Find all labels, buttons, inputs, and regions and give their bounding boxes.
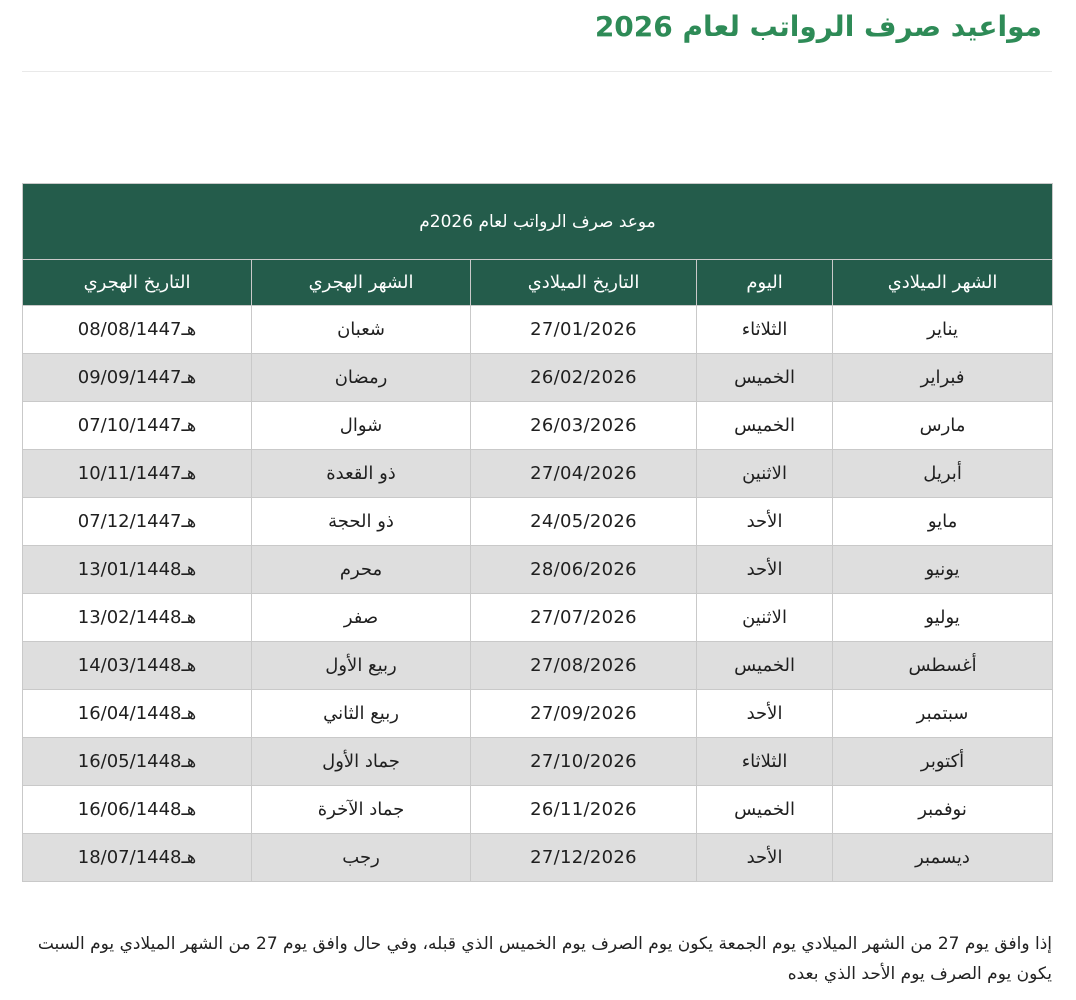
table-row — [23, 498, 1053, 546]
header-gregorian-month: الشهر الميلادي — [833, 260, 1053, 306]
gregorian-month-cell: مارس — [833, 402, 1053, 450]
gregorian-month-cell: أبريل — [833, 450, 1053, 498]
gregorian-month-cell: أغسطس — [833, 642, 1053, 690]
gregorian-date-cell: 27/01/2026 — [471, 306, 697, 354]
hijri-month-cell: شوال — [252, 402, 471, 450]
table-row — [23, 306, 1053, 354]
table-header-row — [23, 260, 1053, 306]
gregorian-month-cell: سبتمبر — [833, 690, 1053, 738]
hijri-date-cell: 16/04/1448هـ — [23, 690, 252, 738]
hijri-date-cell: 16/06/1448هـ — [23, 786, 252, 834]
day-cell: الثلاثاء — [697, 738, 833, 786]
day-cell: الأحد — [697, 834, 833, 882]
gregorian-date-cell: 24/05/2026 — [471, 498, 697, 546]
gregorian-month-cell: ديسمبر — [833, 834, 1053, 882]
table-caption: موعد صرف الرواتب لعام 2026م — [23, 184, 1053, 260]
day-cell: الأحد — [697, 546, 833, 594]
header-hijri-date: التاريخ الهجري — [23, 260, 252, 306]
hijri-date-cell: 13/01/1448هـ — [23, 546, 252, 594]
hijri-date-cell: 14/03/1448هـ — [23, 642, 252, 690]
day-cell: الخميس — [697, 642, 833, 690]
day-cell: الخميس — [697, 354, 833, 402]
salary-schedule-table — [22, 183, 1053, 882]
table-row — [23, 546, 1053, 594]
gregorian-date-cell: 27/04/2026 — [471, 450, 697, 498]
hijri-date-cell: 07/10/1447هـ — [23, 402, 252, 450]
table-body — [23, 306, 1053, 882]
day-cell: الخميس — [697, 786, 833, 834]
hijri-month-cell: شعبان — [252, 306, 471, 354]
hijri-date-cell: 13/02/1448هـ — [23, 594, 252, 642]
hijri-date-cell: 08/08/1447هـ — [23, 306, 252, 354]
table-row — [23, 738, 1053, 786]
header-gregorian-date: التاريخ الميلادي — [471, 260, 697, 306]
table-row — [23, 834, 1053, 882]
hijri-date-cell: 07/12/1447هـ — [23, 498, 252, 546]
table-row — [23, 354, 1053, 402]
hijri-date-cell: 10/11/1447هـ — [23, 450, 252, 498]
table-row — [23, 786, 1053, 834]
hijri-month-cell: ذو الحجة — [252, 498, 471, 546]
gregorian-date-cell: 27/09/2026 — [471, 690, 697, 738]
hijri-date-cell: 09/09/1447هـ — [23, 354, 252, 402]
day-cell: الثلاثاء — [697, 306, 833, 354]
hijri-month-cell: رجب — [252, 834, 471, 882]
hijri-month-cell: ربيع الأول — [252, 642, 471, 690]
gregorian-month-cell: مايو — [833, 498, 1053, 546]
gregorian-month-cell: نوفمبر — [833, 786, 1053, 834]
day-cell: الاثنين — [697, 450, 833, 498]
header-hijri-month: الشهر الهجري — [252, 260, 471, 306]
hijri-month-cell: رمضان — [252, 354, 471, 402]
hijri-month-cell: جماد الأول — [252, 738, 471, 786]
gregorian-date-cell: 27/08/2026 — [471, 642, 697, 690]
gregorian-month-cell: يوليو — [833, 594, 1053, 642]
hijri-date-cell: 18/07/1448هـ — [23, 834, 252, 882]
gregorian-month-cell: فبراير — [833, 354, 1053, 402]
table-row — [23, 690, 1053, 738]
title-divider — [22, 71, 1052, 72]
day-cell: الخميس — [697, 402, 833, 450]
hijri-month-cell: ربيع الثاني — [252, 690, 471, 738]
day-cell: الأحد — [697, 498, 833, 546]
table-row — [23, 642, 1053, 690]
hijri-month-cell: جماد الآخرة — [252, 786, 471, 834]
table-row — [23, 594, 1053, 642]
hijri-month-cell: محرم — [252, 546, 471, 594]
gregorian-month-cell: يونيو — [833, 546, 1053, 594]
gregorian-date-cell: 26/02/2026 — [471, 354, 697, 402]
table-caption-row — [23, 184, 1053, 260]
table-row — [23, 402, 1053, 450]
gregorian-date-cell: 27/10/2026 — [471, 738, 697, 786]
gregorian-month-cell: أكتوبر — [833, 738, 1053, 786]
hijri-date-cell: 16/05/1448هـ — [23, 738, 252, 786]
day-cell: الاثنين — [697, 594, 833, 642]
gregorian-date-cell: 26/11/2026 — [471, 786, 697, 834]
hijri-month-cell: ذو القعدة — [252, 450, 471, 498]
gregorian-month-cell: يناير — [833, 306, 1053, 354]
salary-schedule-table-container — [22, 183, 1052, 882]
day-cell: الأحد — [697, 690, 833, 738]
gregorian-date-cell: 28/06/2026 — [471, 546, 697, 594]
gregorian-date-cell: 27/07/2026 — [471, 594, 697, 642]
header-day: اليوم — [697, 260, 833, 306]
table-row — [23, 450, 1053, 498]
page-title: مواعيد صرف الرواتب لعام 2026 — [594, 10, 1042, 43]
gregorian-date-cell: 26/03/2026 — [471, 402, 697, 450]
payment-rule-note: إذا وافق يوم 27 من الشهر الميلادي يوم الجمعة يكون يوم الصرف يوم الخميس الذي قبله، وفي حال وافق يوم 27 من الشهر الميلادي يوم السبت يكون يوم الصرف يوم الأحد الذي بعده — [37, 934, 1052, 984]
gregorian-date-cell: 27/12/2026 — [471, 834, 697, 882]
hijri-month-cell: صفر — [252, 594, 471, 642]
